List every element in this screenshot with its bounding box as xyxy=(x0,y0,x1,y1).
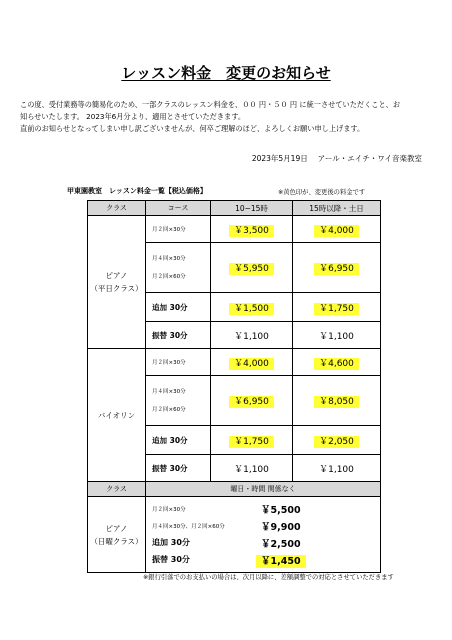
course-name: 追加 30分 xyxy=(152,302,188,312)
violin-course xyxy=(146,376,211,426)
violin-course xyxy=(146,349,211,376)
violin-price-weekday xyxy=(211,455,293,482)
violin-price-weekday xyxy=(211,426,293,455)
price-value: ￥1,100 xyxy=(234,464,269,475)
sunday-price-row xyxy=(152,517,380,534)
table-title: 甲東園教室 レッスン料金一覧【税込価格】 xyxy=(67,187,207,195)
price-value: ￥3,500 xyxy=(229,225,274,237)
violin-course xyxy=(146,426,211,455)
sunday-price xyxy=(256,519,306,533)
price-value: ￥1,750 xyxy=(314,303,359,315)
course-name: 月２回×60分 xyxy=(152,273,186,280)
price-value: ￥2,500 xyxy=(261,538,301,550)
footnote: ※銀行引落でのお支払いの場合は、次月以降に、差額調整での対応とさせていただきます xyxy=(143,574,394,581)
piano-course xyxy=(146,243,211,293)
piano-course xyxy=(146,216,211,243)
course-name: 月２回×30分 xyxy=(152,227,186,233)
piano-course xyxy=(146,293,211,322)
header-course: コース xyxy=(146,201,211,216)
sunday-header-row xyxy=(88,482,381,497)
sunday-price-row xyxy=(152,534,380,551)
price-value: ￥1,750 xyxy=(229,436,274,448)
intro-line-1: この度、受付業務等の簡易化のため、一部クラスのレッスン料金を、００ 円・５０ 円 に統一させていただくこと、お xyxy=(20,100,401,109)
price-value: ￥1,500 xyxy=(229,303,274,315)
sunday-course: 振替 30分 xyxy=(152,555,190,564)
sunday-course: 月２回×30分 xyxy=(152,506,186,513)
violin-price-evening xyxy=(293,455,381,482)
violin-price-evening xyxy=(293,349,381,376)
violin-class-label-line: バイオリン xyxy=(97,410,136,420)
price-value: ￥9,900 xyxy=(261,521,301,533)
price-value: ￥1,100 xyxy=(234,331,269,342)
price-value: ￥2,050 xyxy=(314,436,359,448)
sunday-price-list xyxy=(146,497,381,573)
price-value: ￥1,100 xyxy=(319,464,354,475)
price-value: ￥8,050 xyxy=(314,396,359,408)
sunday-price-row xyxy=(152,500,380,517)
date-line: 2023年5月19日 アール・エイチ・ワイ音楽教室 xyxy=(251,154,422,163)
violin-course xyxy=(146,455,211,482)
price-value: ￥5,950 xyxy=(229,263,274,275)
sunday-price xyxy=(256,536,306,550)
course-name: 追加 30分 xyxy=(152,435,188,445)
price-value: ￥4,600 xyxy=(314,358,359,370)
course-name: 月２回×60分 xyxy=(152,406,186,413)
course-name: 月４回×30分 xyxy=(152,388,186,395)
price-table xyxy=(87,200,381,573)
sunday-class-label-line: ピアノ xyxy=(105,523,128,533)
piano-price-evening xyxy=(293,243,381,293)
violin-price-evening xyxy=(293,376,381,426)
violin-row xyxy=(88,349,381,376)
piano-price-weekday xyxy=(211,322,293,349)
course-name: 振替 30分 xyxy=(152,330,188,340)
piano-class-label-line: ピアノ xyxy=(105,271,128,280)
price-value: ￥5,500 xyxy=(261,504,301,516)
piano-course xyxy=(146,322,211,349)
piano-price-evening xyxy=(293,216,381,243)
violin-class-label xyxy=(88,349,146,482)
sunday-header-class: クラス xyxy=(88,482,146,497)
sunday-row xyxy=(88,497,381,573)
sunday-class-label-line: （日曜クラス） xyxy=(90,536,143,546)
course-name: 月４回×30分 xyxy=(152,255,186,262)
piano-price-weekday xyxy=(211,293,293,322)
piano-price-evening xyxy=(293,322,381,349)
price-value: ￥4,000 xyxy=(314,225,359,237)
sunday-price xyxy=(256,502,306,516)
piano-price-weekday xyxy=(211,216,293,243)
price-value: ￥4,000 xyxy=(229,358,274,370)
violin-price-weekday xyxy=(211,376,293,426)
course-name: 月２回×30分 xyxy=(152,360,186,366)
title-text: レッスン料金 変更のお知らせ xyxy=(121,64,331,82)
header-row xyxy=(88,201,381,216)
piano-row xyxy=(88,216,381,243)
sunday-class-label xyxy=(88,497,146,573)
sunday-course: 月４回×30分、月２回×60分 xyxy=(152,523,225,530)
sunday-price-row xyxy=(152,551,380,568)
intro-line-2: 知らせいたします。 2023年6月分より、適用とさせていただきます。 xyxy=(20,112,246,121)
piano-price-weekday xyxy=(211,243,293,293)
page-title xyxy=(0,62,452,83)
price-value: ￥6,950 xyxy=(314,263,359,275)
intro-line-3: 直前のお知らせとなってしまい申し訳ございませんが、何卒ご理解のほど、よろしくお願い申し上げます。 xyxy=(20,124,365,133)
sunday-course: 追加 30分 xyxy=(152,538,190,547)
course-name: 振替 30分 xyxy=(152,463,188,473)
header-weekday: 10−15時 xyxy=(211,201,293,216)
header-class: クラス xyxy=(88,201,146,216)
piano-price-evening xyxy=(293,293,381,322)
violin-price-weekday xyxy=(211,349,293,376)
piano-class-label-line: （平日クラス） xyxy=(90,284,143,293)
violin-price-evening xyxy=(293,426,381,455)
table-note: ※黄色印が、変更後の料金です xyxy=(278,189,366,196)
price-value: ￥6,950 xyxy=(229,396,274,408)
sunday-price xyxy=(256,553,306,567)
price-value: ￥1,450 xyxy=(256,555,306,568)
header-evening: 15時以降・土日 xyxy=(293,201,381,216)
price-value: ￥1,100 xyxy=(319,331,354,342)
sunday-header-time: 曜日・時間 関係なく xyxy=(146,482,381,497)
piano-class-label xyxy=(88,216,146,349)
